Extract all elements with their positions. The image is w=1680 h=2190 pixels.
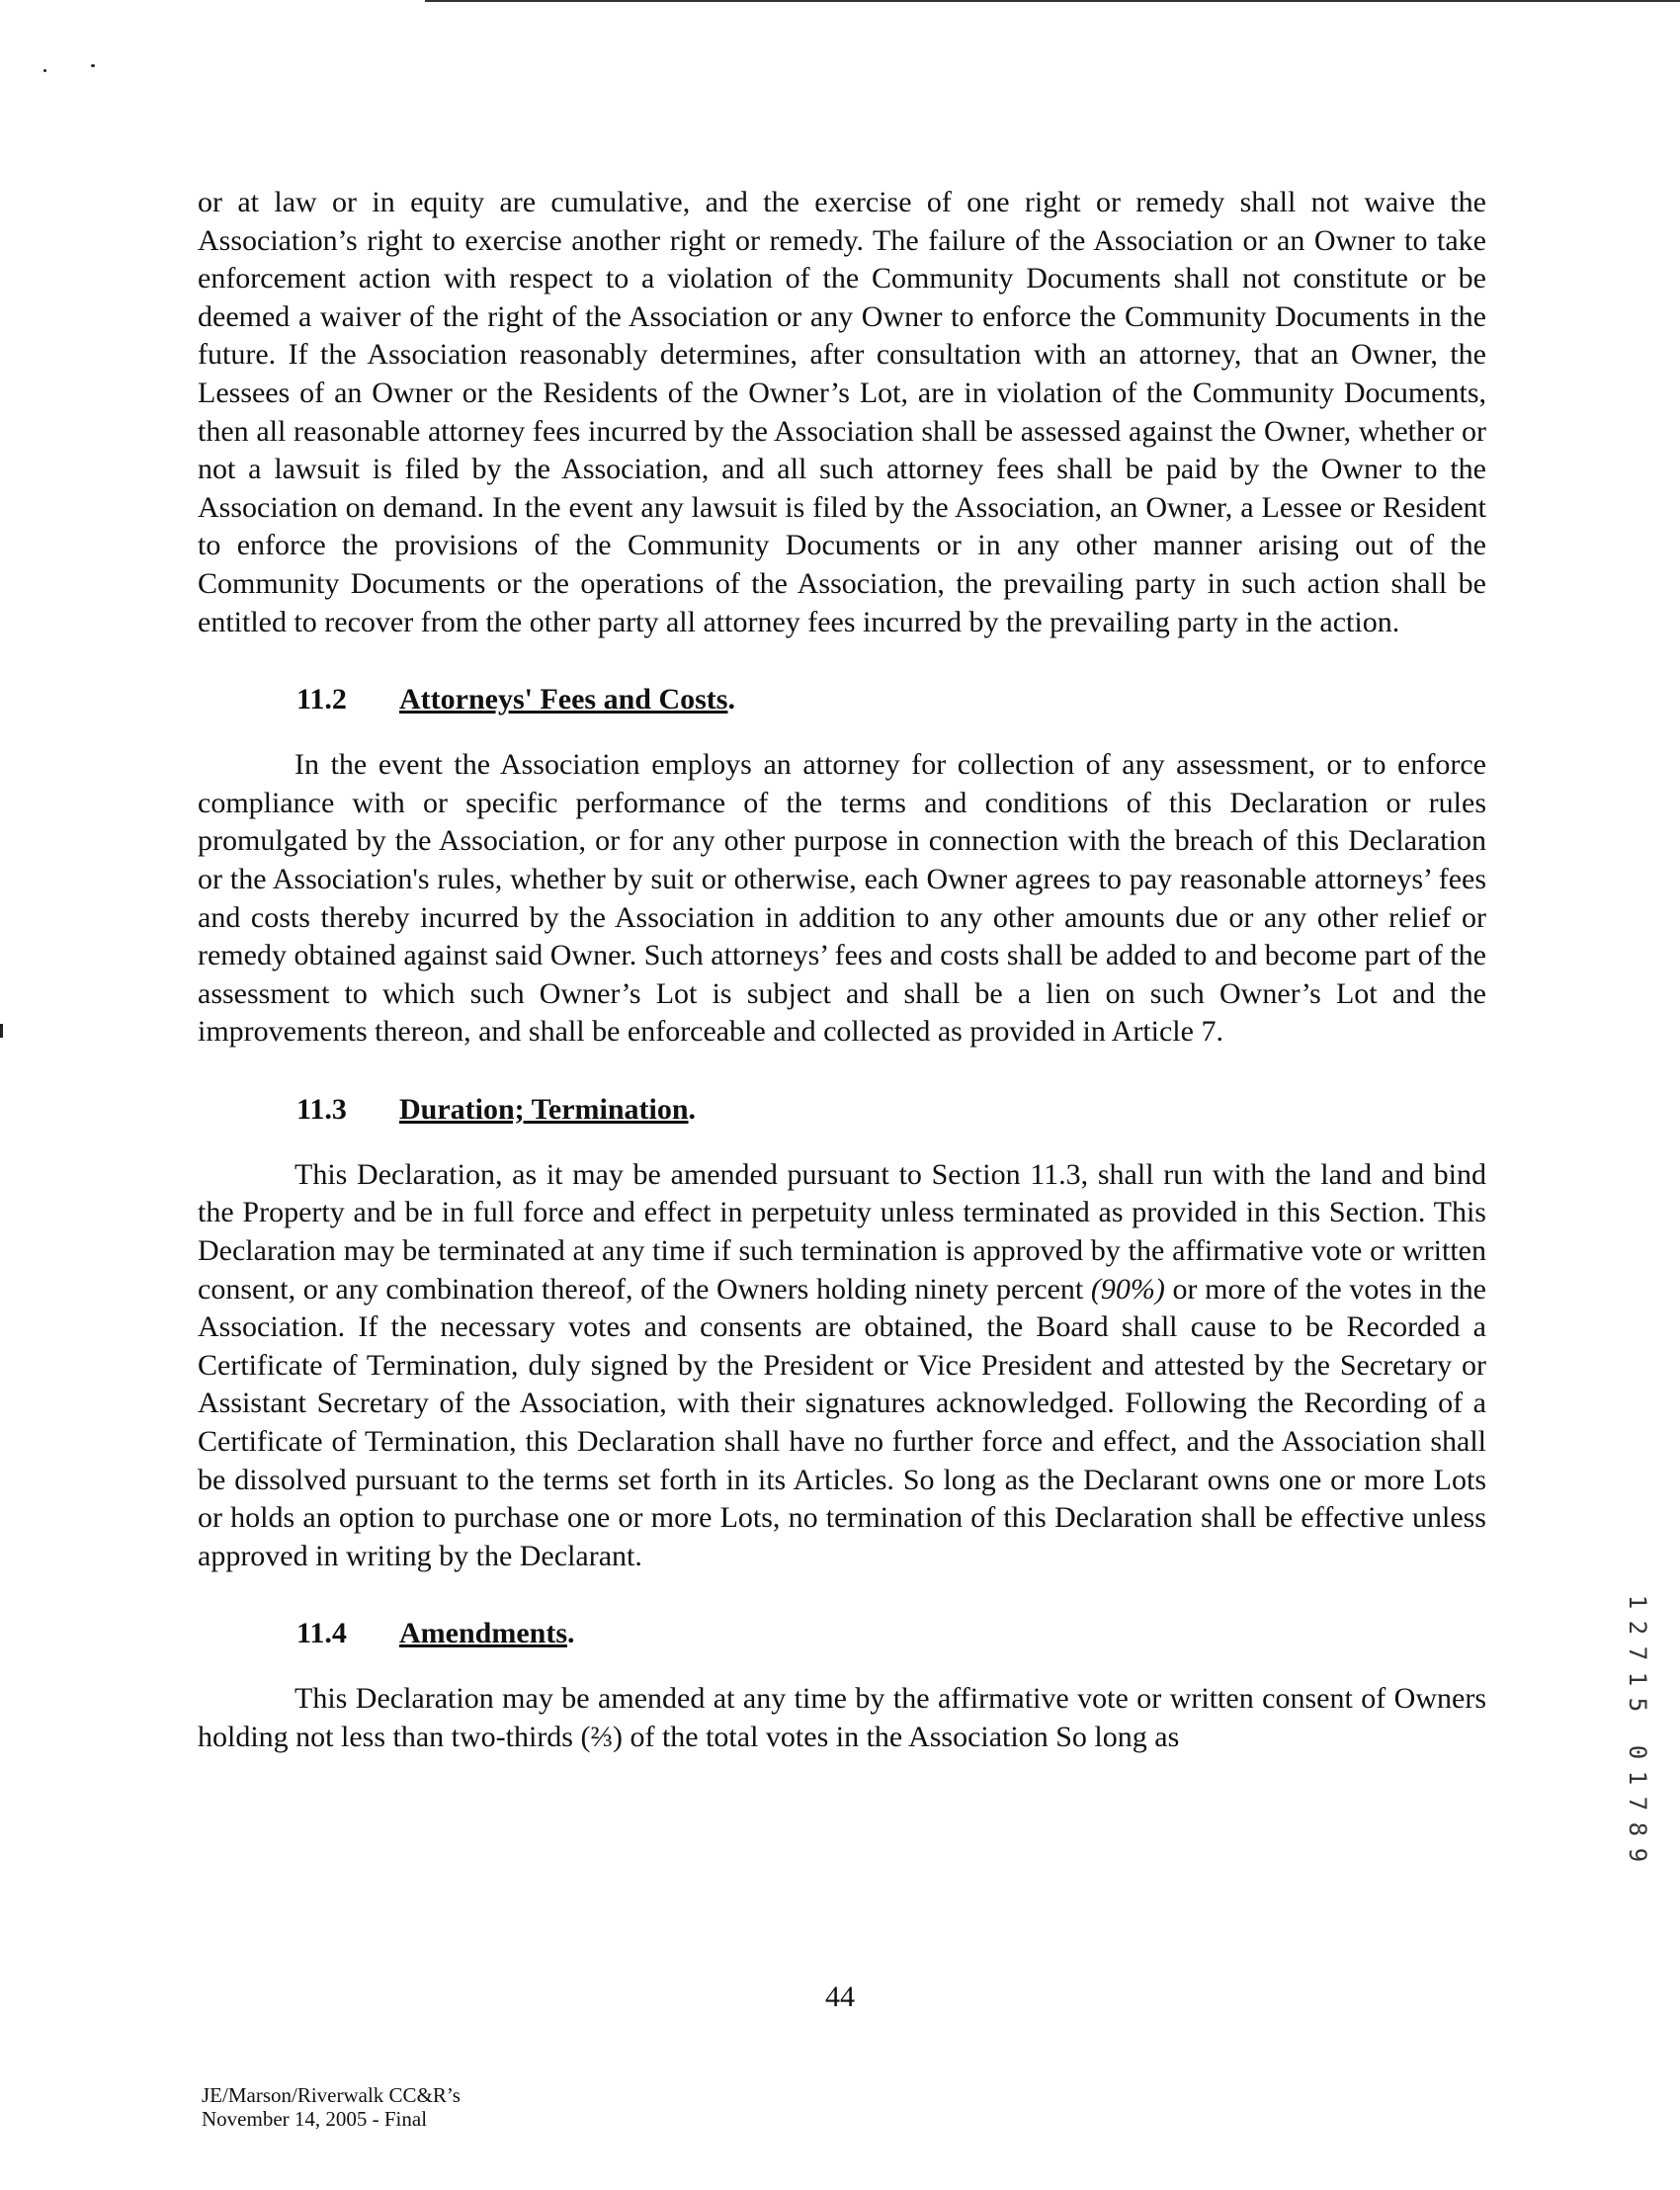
- stamp-digit: 9: [1624, 1847, 1651, 1863]
- section-heading-11-3: 11.3 Duration; Termination.: [296, 1091, 1486, 1129]
- stamp-digit: 5: [1624, 1697, 1651, 1713]
- section-11-4-text: This Declaration may be amended at any time by the affirmative vote or written consent of Owners holding not less than two-thirds (⅔) of the total votes in the Association So long as: [198, 1682, 1486, 1753]
- section-number: 11.4: [296, 1617, 347, 1650]
- scan-edge-line: [425, 0, 1680, 2]
- stamp-digit: 0: [1624, 1744, 1651, 1760]
- section-heading-11-4: 11.4 Amendments.: [296, 1615, 1486, 1652]
- stamp-digit: 2: [1624, 1620, 1651, 1636]
- stamp-digit: 1: [1624, 1671, 1651, 1687]
- section-11-2-text: In the event the Association employs an attorney for collection of any assessment, or to enforce compliance with or specific performance of the terms and conditions of this Declaration or rules promulgated by the Association, or for any other purpose in connection with the breach of this Declaration or the Association's rules, whether by suit or otherwise, each Owner agrees to pay reasonable attorneys’ fees and costs thereby incurred by the Association in addition to any other amounts due or any other relief or remedy obtained against said Owner. Such attorneys’ fees and costs shall be added to and become part of the assessment to which such Owner’s Lot is subject and shall be a lien on such Owner’s Lot and the improvements thereon, and shall be enforceable and collected as provided in Article 7.: [198, 748, 1486, 1049]
- stamp-digit: 1: [1624, 1594, 1651, 1610]
- stamp-digit: 1: [1624, 1770, 1651, 1786]
- paragraph-continuation: or at law or in equity are cumulative, and the exercise of one right or remedy shall not waive the Association’s right to exercise another right or remedy. The failure of the Association or an Owner to take enforcement action with respect to a violation of the Community Documents shall not constitute or be deemed a waiver of the right of the Association or any Owner to enforce the Community Documents in the future. If the Association reasonably determines, after consultation with an attorney, that an Owner, the Lessees of an Owner or the Residents of the Owner’s Lot, are in violation of the Community Documents, then all reasonable attorney fees incurred by the Association shall be assessed against the Owner, whether or not a lawsuit is filed by the Association, and all such attorney fees shall be paid by the Owner to the Association on demand. In the event any lawsuit is filed by the Association, an Owner, a Lessee or Resident to enforce the provisions of the Community Documents or in any other manner arising out of the Community Documents or the operations of the Association, the prevailing party in such action shall be entitled to recover from the other party all attorney fees incurred by the prevailing party in the action.: [198, 186, 1486, 638]
- stamp-digit: 7: [1624, 1645, 1651, 1661]
- section-11-3-text-b: or more of the votes in the Association. If the necessary votes and consents are obtained, the Board shall cause to be Recorded a Certificate of Termination, duly signed by the President or Vice President and attested by the Secretary or Assistant Secretary of the Association, with their signatures acknowledged. Following the Recording of a Certificate of Termination, this Declaration shall have no further force and effect, and the Association shall be dissolved pursuant to the terms set forth in its Articles. So long as the Declarant owns one or more Lots or holds an option to purchase one or more Lots, no termination of this Declaration shall be effective unless approved in writing by the Declarant.: [198, 1272, 1486, 1572]
- document-body: [198, 184, 1486, 1757]
- page-number: 44: [825, 1980, 855, 2013]
- section-11-3-text: [198, 1156, 1486, 1576]
- section-number: 11.2: [296, 683, 347, 716]
- percentage-value: (90%): [1090, 1272, 1165, 1306]
- scan-speck: [91, 64, 95, 67]
- footer-line-1: JE/Marson/Riverwalk CC&R’s: [202, 2083, 461, 2107]
- footer-line-2: November 14, 2005 - Final: [202, 2107, 428, 2131]
- section-title: Amendments: [399, 1617, 567, 1650]
- section-number: 11.3: [296, 1092, 347, 1126]
- stamp-digit: 7: [1624, 1796, 1651, 1811]
- section-heading-11-2: 11.2 Attorneys' Fees and Costs.: [296, 681, 1486, 718]
- footer: [202, 2083, 461, 2131]
- section-title: Duration; Termination: [399, 1092, 689, 1126]
- scan-edge-mark: [0, 1024, 3, 1038]
- stamp-digit: 8: [1624, 1821, 1651, 1837]
- section-11-3-text-a: This Declaration, as it may be amended pursuant to Section 11.3, shall run with the land and bind the Property and be in full force and effect in perpetuity unless terminated as provided in this Section. This Declaration may be terminated at any time if such termination is approved by the affirmative vote or written consent, or any combination thereof, of the Owners holding ninety percent: [198, 1157, 1486, 1306]
- section-title: Attorneys' Fees and Costs: [399, 683, 728, 716]
- scan-speck: [43, 69, 46, 72]
- recording-stamp: [1621, 1589, 1654, 1868]
